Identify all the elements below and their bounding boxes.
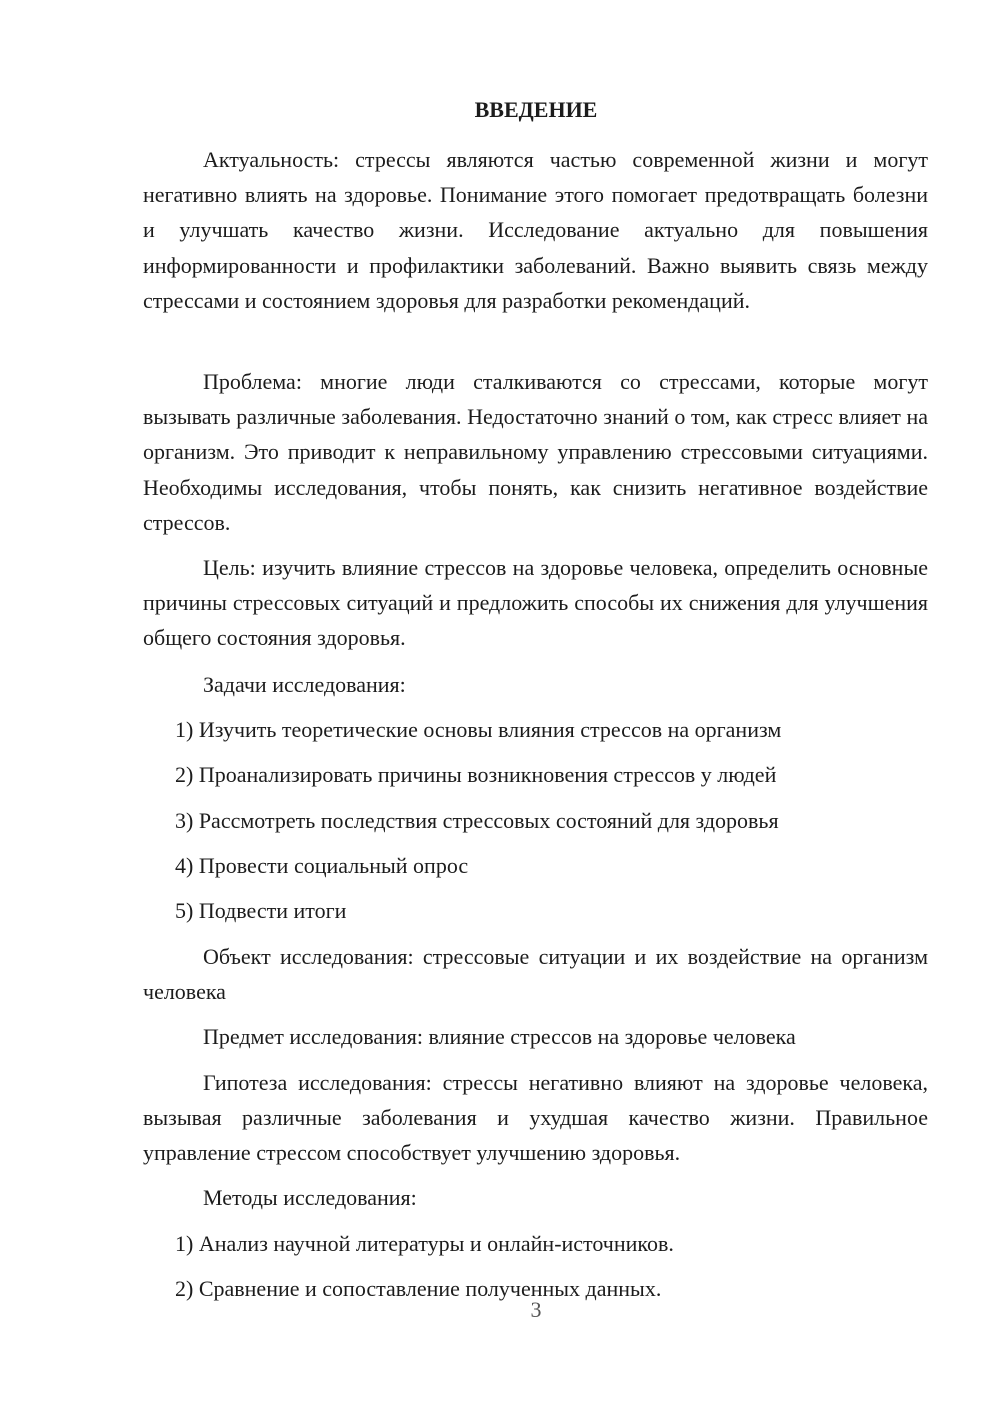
hypothesis-paragraph: Гипотеза исследования: стрессы негативно влияют на здоровье человека, вызывая различные заболевания и ухудшая качество жизни. Правильное управление стрессом способствует улучшению здоровья. bbox=[143, 1070, 928, 1166]
task-item: 3) Рассмотреть последствия стрессовых состояний для здоровья bbox=[175, 808, 779, 833]
task-item: 4) Провести социальный опрос bbox=[175, 853, 469, 878]
task-item: 2) Проанализировать причины возникновения стрессов у людей bbox=[175, 762, 777, 787]
task-item: 1) Изучить теоретические основы влияния стрессов на организм bbox=[175, 717, 782, 742]
problem-paragraph: Проблема: многие люди сталкиваются со стрессами, которые могут вызывать различные заболевания. Недостаточно знаний о том, как стресс влияет на организм. Это приводит к неправильному управлению стрессовыми ситуациями. Необходимы исследования, чтобы понять, как снизить негативное воздействие стрессов. bbox=[143, 369, 928, 535]
method-item: 2) Сравнение и сопоставление полученных данных. bbox=[175, 1276, 662, 1301]
section-title: ВВЕДЕНИЕ bbox=[474, 97, 598, 122]
page-number: 3 bbox=[530, 1297, 542, 1322]
object-paragraph: Объект исследования: стрессовые ситуации и их воздействие на организм человека bbox=[143, 944, 928, 1005]
method-item: 1) Анализ научной литературы и онлайн-источников. bbox=[175, 1231, 674, 1256]
goal-paragraph: Цель: изучить влияние стрессов на здоровье человека, определить основные причины стрессовых ситуаций и предложить способы их снижения для улучшения общего состояния здоровья. bbox=[143, 555, 928, 651]
tasks-heading: Задачи исследования: bbox=[203, 672, 406, 697]
methods-heading: Методы исследования: bbox=[203, 1185, 417, 1210]
task-item: 5) Подвести итоги bbox=[175, 898, 347, 923]
subject-paragraph: Предмет исследования: влияние стрессов на здоровье человека bbox=[203, 1024, 796, 1049]
relevance-paragraph: Актуальность: стрессы являются частью современной жизни и могут негативно влиять на здоровье. Понимание этого помогает предотвращать болезни и улучшать качество жизни. Исследование актуально для повышения информированности и профилактики заболеваний. Важно выявить связь между стрессами и состоянием здоровья для разработки рекомендаций. bbox=[143, 147, 928, 313]
